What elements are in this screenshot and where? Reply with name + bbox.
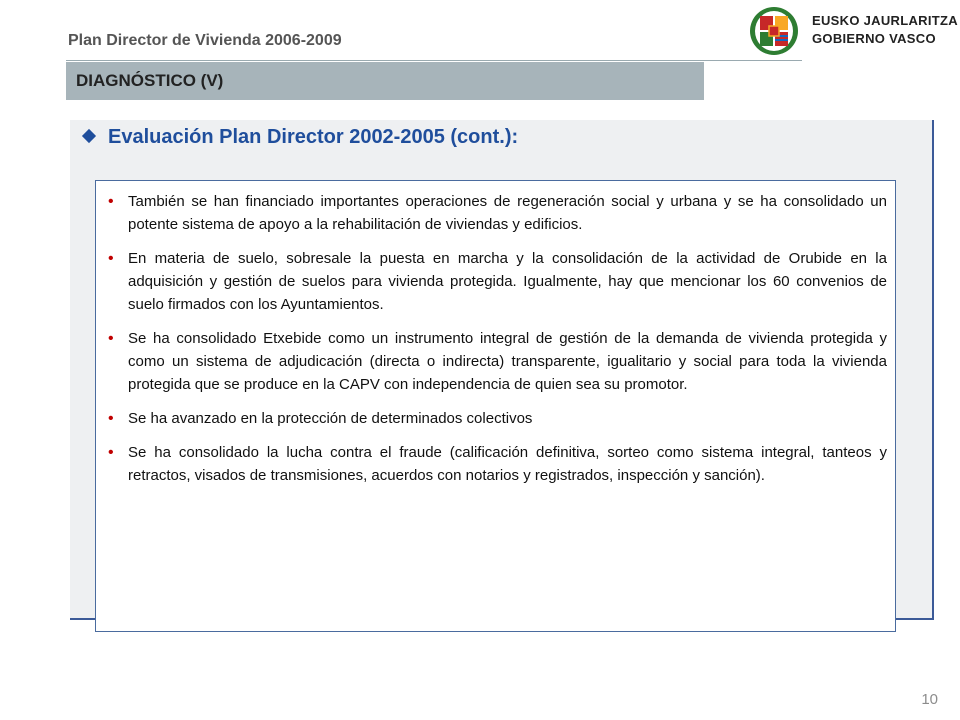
bullet-dot-icon: • bbox=[108, 330, 114, 347]
list-item bbox=[96, 247, 887, 316]
list-item-text: Se ha avanzado en la protección de determinados colectivos bbox=[128, 410, 533, 427]
list-item-text: También se han financiado importantes operaciones de regeneración social y urbana y se ha consolidado un potente sistema de apoyo a la rehabilitación de viviendas y edificios. bbox=[128, 193, 887, 233]
page-number: 10 bbox=[921, 691, 938, 708]
list-item-text: En materia de suelo, sobresale la puesta en marcha y la consolidación de la actividad de Orubide en la adquisición y gestión de suelos para vivienda protegida. Igualmente, hay que mencionar los 60 convenios de suelo firmados con los Ayuntamientos. bbox=[128, 250, 887, 313]
bullet-dot-icon: • bbox=[108, 250, 114, 267]
bullet-dot-icon: • bbox=[108, 410, 114, 427]
logo-line-2: GOBIERNO VASCO bbox=[812, 31, 936, 46]
section-bar bbox=[66, 62, 704, 100]
list-item bbox=[96, 190, 887, 236]
list-item-text: Se ha consolidado la lucha contra el fraude (calificación definitiva, sorteo como sistema integral, tanteos y retractos, visados de transmisiones, acuerdos con notarios y registrados, inspección y sanción). bbox=[128, 444, 887, 484]
coat-of-arms-icon bbox=[748, 6, 800, 56]
panel-heading bbox=[84, 126, 518, 149]
list-item bbox=[96, 407, 887, 430]
panel-heading-text: Evaluación Plan Director 2002-2005 (cont.): bbox=[108, 126, 519, 148]
logo-text bbox=[812, 12, 958, 48]
list-item-text: Se ha consolidado Etxebide como un instrumento integral de gestión de la demanda de vivienda protegida y como un sistema de adjudicación (directa o indirecta) transparente, igualitario y social para toda la vivienda protegida que se produce en la CAPV con independencia de quien sea su promotor. bbox=[128, 330, 887, 393]
bullet-list bbox=[96, 181, 895, 487]
diamond-bullet-icon bbox=[82, 129, 96, 143]
title-divider bbox=[66, 60, 802, 61]
list-item bbox=[96, 441, 887, 487]
bullet-dot-icon: • bbox=[108, 193, 114, 210]
bullet-card bbox=[95, 180, 896, 632]
bullet-dot-icon: • bbox=[108, 444, 114, 461]
document-title: Plan Director de Vivienda 2006-2009 bbox=[68, 32, 342, 49]
section-title: DIAGNÓSTICO (V) bbox=[76, 71, 224, 90]
logo-line-1: EUSKO JAURLARITZA bbox=[812, 13, 958, 28]
list-item bbox=[96, 327, 887, 396]
